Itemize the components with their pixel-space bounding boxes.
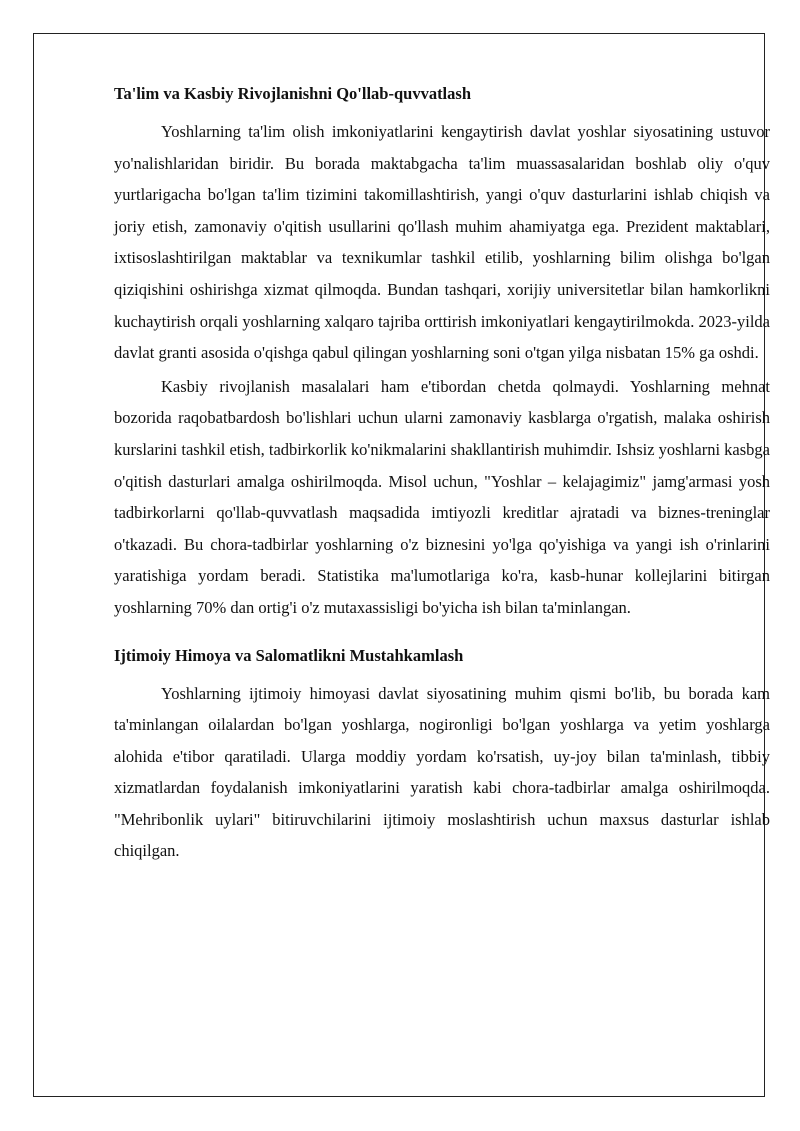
section-heading-education: Ta'lim va Kasbiy Rivojlanishni Qo'llab-quvvatlash [114, 84, 471, 103]
paragraph-education-2: Kasbiy rivojlanish masalalari ham e'tibordan chetda qolmaydi. Yoshlarning mehnat bozorida raqobatbardosh bo'lishlari uchun ularni zamonaviy kasblarga o'rgatish, malaka oshirish kurslarini tashkil etish, tadbirkorlik ko'nikmalarini shakllantirish muhimdir. Ishsiz yoshlarni kasbga o'qitish dasturlari amalga oshirilmoqda. Misol uchun, "Yoshlar – kelajagimiz" jamg'armasi yosh tadbirkorlarni qo'llab-quvvatlash maqsadida imtiyozli kreditlar ajratadi va biznes-treninglar o'tkazadi. Bu chora-tadbirlar yoshlarning o'z biznesini yo'lga qo'yishiga va yangi ish o'rinlarini yaratishiga yordam beradi. Statistika ma'lumotlariga ko'ra, kasb-hunar kollejlarini bitirgan yoshlarning 70% dan ortig'i o'z mutaxassisligi bo'yicha ish bilan ta'minlangan. [114, 376, 771, 617]
document-body [114, 84, 770, 869]
section-heading-social-protection: Ijtimoiy Himoya va Salomatlikni Mustahkamlash [114, 645, 464, 665]
paragraph-social-protection-1: Yoshlarning ijtimoiy himoyasi davlat siyosatining muhim qismi bo'lib, bu borada kam ta'minlangan oilalardan bo'lgan yoshlarga, nogironligi bo'lgan yoshlarga va yetim yoshlarga alohida e'tibor qaratiladi. Ularga moddiy yordam ko'rsatish, uy-joy bilan ta'minlash, tibbiy xizmatlardan foydalanish imkoniyatlarini yaratish kabi chora-tadbirlar amalga oshirilmoqda. "Mehribonlik uylari" bitiruvchilarini ijtimoiy moslashtirish uchun maxsus dasturlar ishlab chiqilgan. [114, 683, 770, 861]
paragraph-education-1: Yoshlarning ta'lim olish imkoniyatlarini kengaytirish davlat yoshlar siyosatining ustuvor yo'nalishlaridan biridir. Bu borada maktabgacha ta'lim muassasalaridan boshlab oliy o'quv yurtlarigacha bo'lgan ta'lim tizimini takomillashtirish, yangi o'quv dasturlarini ishlab chiqish va joriy etish, zamonaviy o'qitish usullarini qo'llash muhim ahamiyatga ega. Prezident maktablari, ixtisoslashtirilgan maktablar va texnikumlar tashkil etilib, yoshlarning bilim olishga bo'lgan qiziqishini oshirishga xizmat qilmoqda. Bundan tashqari, xorijiy universitetlar bilan hamkorlikni kuchaytirish orqali yoshlarning xalqaro tajriba orttirish imkoniyatlari kengaytirilmokda. 2023-yilda davlat granti asosida o'qishga qabul qilingan yoshlarning soni o'tgan yilga nisbatan 15% ga oshdi. [114, 122, 770, 363]
